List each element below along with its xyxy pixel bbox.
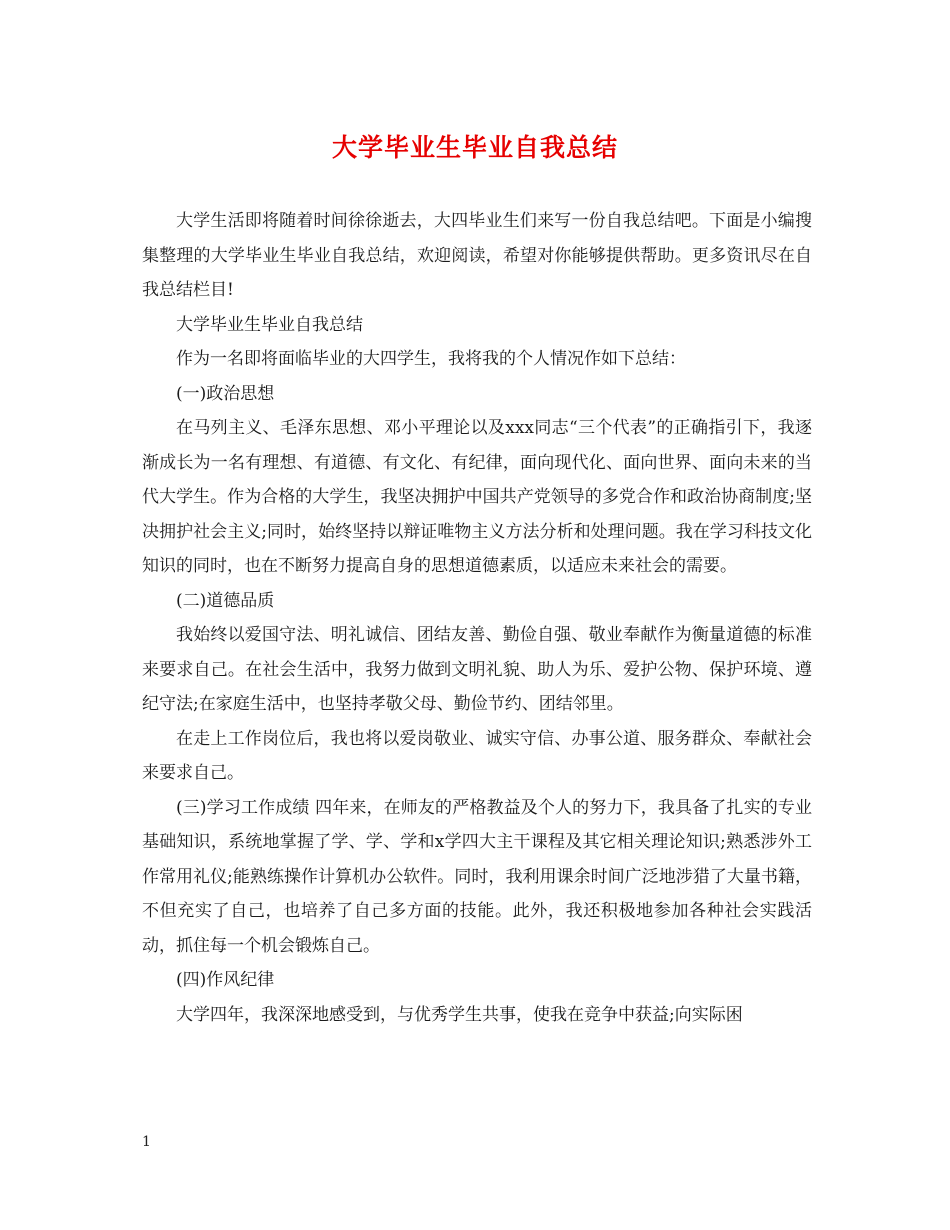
document-title: 大学毕业生毕业自我总结 <box>331 133 618 162</box>
paragraph-morality: 我始终以爱国守法、明礼诚信、团结友善、勤俭自强、敬业奉献作为衡量道德的标准来要求自己。在社会生活中，我努力做到文明礼貌、助人为乐、爱护公物、保护环境、遵纪守法;在家庭生活中，也坚持孝敬父母、勤俭节约、团结邻里。 <box>142 625 812 714</box>
document-body <box>142 204 812 1032</box>
paragraph-discipline: 大学四年，我深深地感受到，与优秀学生共事，使我在竞争中获益;向实际困 <box>176 1004 743 1025</box>
paragraph-lead: 作为一名即将面临毕业的大四学生，我将我的个人情况作如下总结： <box>176 349 686 369</box>
paragraph-work-attitude: 在走上工作岗位后，我也将以爱岗敬业、诚实守信、办事公道、服务群众、奉献社会来要求自己。 <box>142 728 812 783</box>
paragraph-intro: 大学生活即将随着时间徐徐逝去，大四毕业生们来写一份自我总结吧。下面是小编搜集整理的大学毕业生毕业自我总结，欢迎阅读，希望对你能够提供帮助。更多资讯尽在自我总结栏目! <box>142 211 812 300</box>
paragraph-subtitle: 大学毕业生毕业自我总结 <box>176 314 363 335</box>
section-heading-morality: (二)道德品质 <box>176 590 275 611</box>
paragraph-study-results: (三)学习工作成绩 四年来，在师友的严格教益及个人的努力下，我具备了扎实的专业基础知识，系统地掌握了学、学、学和x学四大主干课程及其它相关理论知识;熟悉涉外工作常用礼仪;能熟练操作计算机办公软件。同时，我利用课余时间广泛地涉猎了大量书籍，不但充实了自己，也培养了自己多方面的技能。此外，我还积极地参加各种社会实践活动，抓住每一个机会锻炼自己。 <box>142 797 812 956</box>
paragraph-politics: 在马列主义、毛泽东思想、邓小平理论以及xxx同志“三个代表”的正确指引下，我逐渐成长为一名有理想、有道德、有文化、有纪律，面向现代化、面向世界、面向未来的当代大学生。作为合格的大学生，我坚决拥护中国共产党领导的多党合作和政治协商制度;坚决拥护社会主义;同时，始终坚持以辩证唯物主义方法分析和处理问题。我在学习科技文化知识的同时，也在不断努力提高自身的思想道德素质，以适应未来社会的需要。 <box>142 418 812 576</box>
section-heading-discipline: (四)作风纪律 <box>176 970 275 990</box>
section-heading-politics: (一)政治思想 <box>176 383 275 404</box>
page-number: 1 <box>142 1134 151 1150</box>
